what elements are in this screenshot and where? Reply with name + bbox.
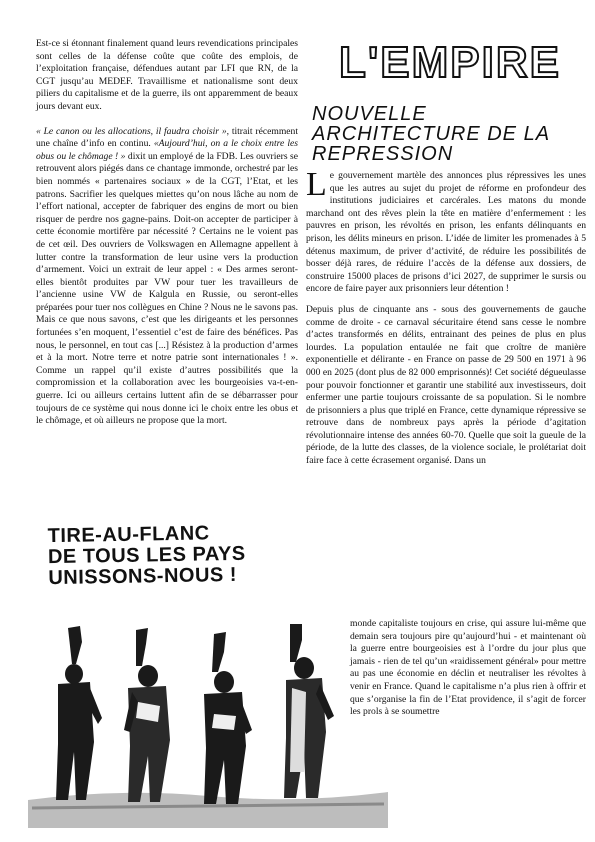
page-title: L'EMPIRE xyxy=(338,38,562,87)
subtitle-line: NOUVELLE xyxy=(312,103,427,125)
quote-canon: « Le canon ou les allocations, il faudra choisir » xyxy=(36,125,227,137)
right-paragraph-3: monde capitaliste toujours en crise, qui assure lui-même que demain sera toujours pire qu’aujourd’hui - et maintenant où la guerre entre bourgeoisies est à l’ordre du jour plus que jamais - rien de tel qu’un «raidissement général» pour mettre au pas une économie en déclin et neutraliser les révoltes à venir en France. Quand le capitalisme n’a plus rien à offrir et que s’organise la fin de l’Etat providence, il s’agit de forcer les prols à se soumettre xyxy=(350,618,586,718)
subtitle-line: REPRESSION xyxy=(312,143,454,165)
right-paragraph-1-text: e gouvernement martèle des annonces plus répressives les unes que les autres au sujet du projet de réforme en profondeur des institutions judiciaires et carcérales. Les matons du monde marchand ont des rêves plein la tête en matière d’enfermement : les pauvres en prison, les révoltés en prison, les enfants délinquants en prison, les délits mineurs en prison. L’idée de limiter les promenades à 5 détenus maximum, de priver d’activité, de réduire les possibilités de bosser déjà rares, de réduire l’accès de la défense aux dossiers, de construire 15000 places de prisons d’ici 2027, de supprimer le sursis ou encore de faire payer aux prisonniers leur détention ! xyxy=(306,170,586,295)
worker-figure xyxy=(124,628,170,802)
slogan xyxy=(47,522,298,589)
subtitle xyxy=(312,104,582,164)
left-paragraph-2-text-a: , titrait récemment une chaîne d’info en continu. xyxy=(36,125,299,150)
subtitle-line: ARCHITECTURE DE LA xyxy=(312,123,551,145)
left-paragraph-2-text-b: dixit un employé de la FDB. Les ouvriers se retrouvent alors piégés dans ce chantage immonde, orchestré par les bien nommés « partenaires sociaux » de la CGT, l’Etat, et les patrons. Sacrifier les quelques miettes qu’on nous lâche au nom de l’effort national, accepter de fabriquer des engins de mort ou bien risquer de perdre nos gagne-pains. Doit-on accepter de participer à cette économie mortifère par nécessité ? Certains ne le voient pas de cet œil. Des ouvriers de Volkswagen en Allemagne appellent à lutter contre la transformation de leur usine vers la production d’armement. Voici un extrait de leur appel : « Des armes seront-elles bientôt produites par VW pour tuer les travailleurs de l’ancienne usine VW de Kalgula en Russie, ou seront-elles préparées pour tuer nos collègues en Chine ? Nous ne le savons pas. Mais ce que nous savons, c’est que les dirigeants et les personnes fortunées s’en moquent, l’essentiel c’est de faire des bénéfices. Pas nous, le personnel, en tout cas [...] Résistez à la production d’armes et à la mort. Notre terre et notre patrie sont internationales ! ». Comme un rappel qu’il existe d’autres possibilités que la compromission et la collaboration avec les bourgeoisies va-t-en-guerre. Ici ou ailleurs certains luttent afin de se débarrasser pour toujours de ce système qui nous donne ici le choix entre les obus et le chômage, et où ailleurs ne propose que la mort. xyxy=(36,150,298,427)
workers-raised-fists-illustration xyxy=(28,622,388,828)
worker-figure xyxy=(204,632,252,804)
drop-cap: L xyxy=(306,166,327,203)
quote-obus: «Aujourd’hui, on a le choix entre les obus ou le chômage ! » xyxy=(36,138,298,162)
worker-figure xyxy=(284,624,334,798)
right-paragraph-1 xyxy=(306,166,586,296)
right-column xyxy=(306,166,586,468)
left-column xyxy=(36,38,298,428)
left-paragraph-1: Est-ce si étonnant finalement quand leurs revendications principales sont celles de la défense coûte que coûte des emplois, de l’exploitation française, défendues autant par LFI que RN, de la CGT jusqu’au MEDEF. Travaillisme et nationalisme sont deux piliers du capitalisme et de la guerre, ils ont apparemment de beaux jours devant eux. xyxy=(36,38,298,112)
slogan-line: DE TOUS LES PAYS xyxy=(47,542,246,569)
left-paragraph-2 xyxy=(36,126,298,428)
slogan-line: TIRE-AU-FLANC xyxy=(47,522,210,548)
worker-figure xyxy=(56,626,102,800)
right-paragraph-2: Depuis plus de cinquante ans - sous des gouvernements de gauche comme de droite - ce carnaval sécuritaire étend sans cesse le nombre d’actes transformés en délits, entrainant des peines de plus en plus lourdes. La population entaulée ne fait que croître de manière exponentielle et délirante - en France on passe de 29 500 en 1971 à 96 000 en 2025 (dont plus de 82 000 emprisonnés)! Cet société dégueulasse pour pouvoir fonctionner et garantir une stabilité aux investisseurs, doit enfermer une partie toujours croissante de sa population. Si le nombre de prisonniers a plus que triplé en France, cette dynamique répressive se retrouve dans de nombreux pays après la période d’agitation révolutionnaire intense des années 60-70. Quelle que soit la gueule de la période, de la lutte des classes, de la violence sociale, le prolétariat doit faire face à cette écrasement organisé. Dans un xyxy=(306,303,586,467)
slogan-line: UNISSONS-NOUS ! xyxy=(48,563,238,590)
